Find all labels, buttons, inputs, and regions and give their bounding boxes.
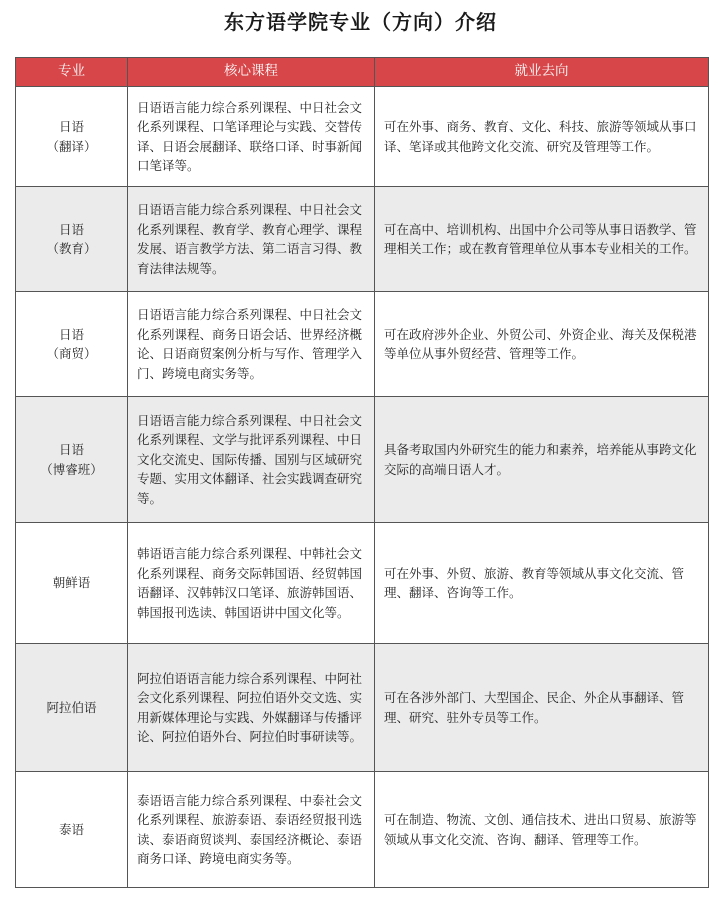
major-name: 朝鲜语	[52, 575, 91, 591]
major-cell	[16, 87, 128, 187]
courses-cell: 阿拉伯语语言能力综合系列课程、中阿社会文化系列课程、阿拉伯语外交文选、实用新媒体理论与实践、外媒翻译与传播评论、阿拉伯语外台、阿拉伯时事研读等。	[128, 644, 375, 772]
career-cell: 可在外事、外贸、旅游、教育等领域从事文化交流、管理、翻译、咨询等工作。	[375, 523, 709, 644]
career-cell: 可在外事、商务、教育、文化、科技、旅游等领域从事口译、笔译或其他跨文化交流、研究及管理等工作。	[375, 87, 709, 187]
major-direction: （教育）	[46, 241, 97, 256]
table-row	[16, 644, 709, 772]
major-cell	[16, 523, 128, 644]
table-header-row	[16, 58, 709, 87]
major-cell	[16, 397, 128, 523]
career-cell: 可在政府涉外企业、外贸公司、外资企业、海关及保税港等单位从事外贸经营、管理等工作。	[375, 292, 709, 397]
courses-cell: 日语语言能力综合系列课程、中日社会文化系列课程、口笔译理论与实践、交替传译、日语会展翻译、联络口译、时事新闻口笔译等。	[128, 87, 375, 187]
header-courses: 核心课程	[128, 58, 375, 87]
table-row	[16, 187, 709, 292]
courses-cell: 韩语语言能力综合系列课程、中韩社会文化系列课程、商务交际韩国语、经贸韩国语翻译、汉韩韩汉口笔译、旅游韩国语、韩国报刊选读、韩国语讲中国文化等。	[128, 523, 375, 644]
header-major: 专业	[16, 58, 128, 87]
major-cell	[16, 772, 128, 888]
career-cell: 具备考取国内外研究生的能力和素养，培养能从事跨文化交际的高端日语人才。	[375, 397, 709, 523]
major-name: 泰语	[58, 821, 84, 837]
major-cell	[16, 187, 128, 292]
career-cell: 可在制造、物流、文创、通信技术、进出口贸易、旅游等领域从事文化交流、咨询、翻译、管理等工作。	[375, 772, 709, 888]
table-row	[16, 292, 709, 397]
table-row	[16, 772, 709, 888]
major-cell	[16, 644, 128, 772]
major-name: 阿拉伯语	[46, 699, 97, 715]
page-title: 东方语学院专业（方向）介绍	[224, 10, 497, 34]
major-name: 日语	[58, 221, 84, 237]
career-cell: 可在各涉外部门、大型国企、民企、外企从事翻译、管理、研究、驻外专员等工作。	[375, 644, 709, 772]
courses-cell: 日语语言能力综合系列课程、中日社会文化系列课程、教育学、教育心理学、课程发展、语言教学方法、第二语言习得、教育法律法规等。	[128, 187, 375, 292]
table-row	[16, 397, 709, 523]
major-name: 日语	[58, 326, 84, 342]
table-row	[16, 87, 709, 187]
major-direction: （商贸）	[46, 346, 97, 361]
majors-table	[15, 57, 709, 888]
career-cell: 可在高中、培训机构、出国中介公司等从事日语教学、管理相关工作；或在教育管理单位从事本专业相关的工作。	[375, 187, 709, 292]
courses-cell: 日语语言能力综合系列课程、中日社会文化系列课程、商务日语会话、世界经济概论、日语商贸案例分析与写作、管理学入门、跨境电商实务等。	[128, 292, 375, 397]
major-direction: （博睿班）	[40, 461, 103, 477]
header-career: 就业去向	[375, 58, 709, 87]
major-direction: （翻译）	[46, 138, 97, 154]
major-name: 日语	[58, 119, 84, 134]
courses-cell: 日语语言能力综合系列课程、中日社会文化系列课程、文学与批评系列课程、中日文化交流史、国际传播、国别与区域研究专题、实用文体翻译、社会实践调查研究等。	[128, 397, 375, 523]
table-row	[16, 523, 709, 644]
major-name: 日语	[58, 442, 84, 457]
major-cell	[16, 292, 128, 397]
courses-cell: 泰语语言能力综合系列课程、中泰社会文化系列课程、旅游泰语、泰语经贸报刊选读、泰语商贸谈判、泰国经济概论、泰语商务口译、跨境电商实务等。	[128, 772, 375, 888]
